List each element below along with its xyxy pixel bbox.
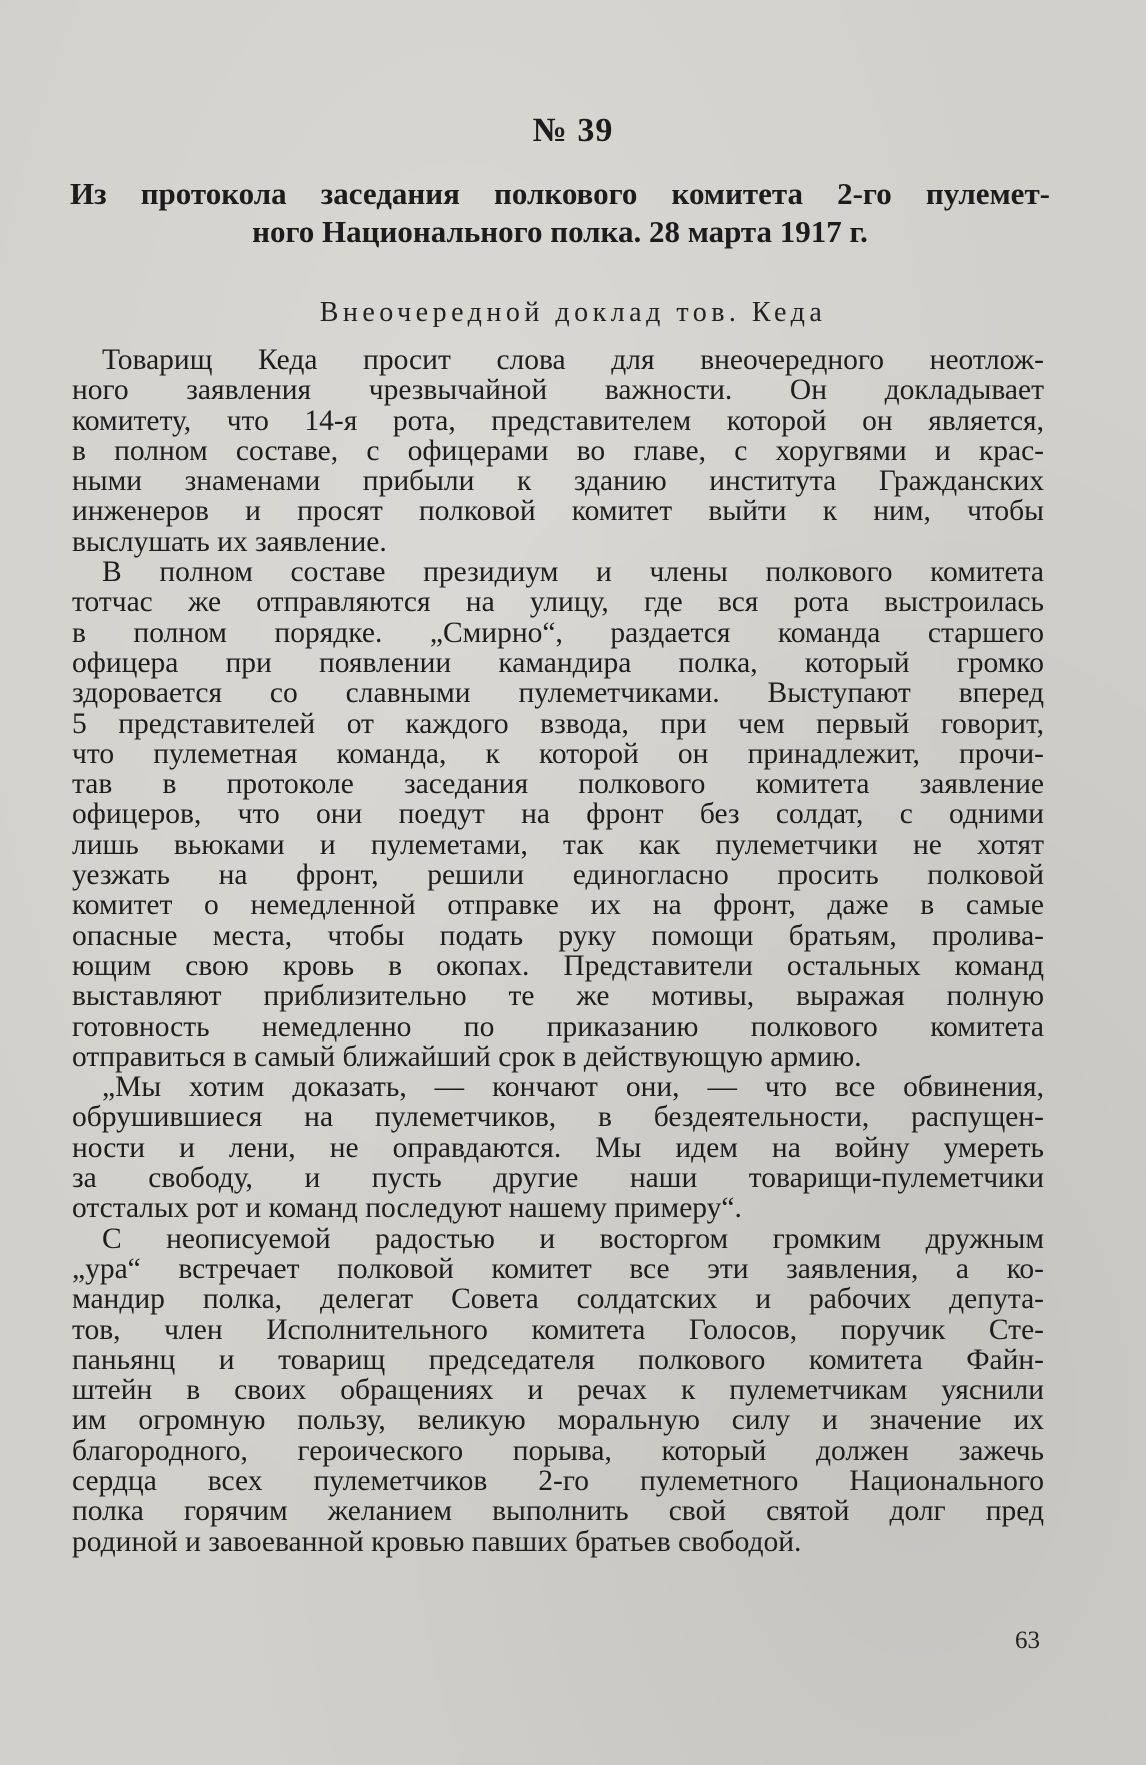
paragraph [72, 1072, 1044, 1223]
text-line: выслушать их заявление. [72, 525, 387, 558]
text-line: ного заявления чрезвычайной важности. Он докладывает [72, 374, 1044, 407]
text-line: офицера при появлении камандира полка, который громко [72, 646, 1044, 679]
text-line: что пулеметная команда, к которой он принадлежит, прочи- [72, 737, 1044, 770]
text-line: готовность немедленно по приказанию полкового комитета [72, 1010, 1044, 1043]
text-line: ющим свою кровь в окопах. Представители остальных команд [72, 949, 1044, 982]
text-line: офицеров, что они поедут на фронт без солдат, с одними [72, 798, 1044, 831]
text-line: Товарищ Кеда просит слова для внеочередного неотлож- [102, 344, 1044, 376]
text-line: за свободу, и пусть другие наши товарищи-пулеметчики [72, 1162, 1044, 1195]
text-line: лишь вьюками и пулеметами, так как пулеметчики не хотят [72, 828, 1044, 861]
text-line: паньянц и товарищ председателя полкового комитета Файн- [72, 1343, 1044, 1376]
text-line: тав в протоколе заседания полкового комитета заявление [72, 768, 1044, 801]
text-line: тотчас же отправляются на улицу, где вся рота выстроилась [72, 586, 1044, 619]
page-number: 63 [1015, 1627, 1040, 1654]
text-line: опасные места, чтобы подать руку помощи братьям, пролива- [72, 919, 1044, 952]
title-line: Из протокола заседания полкового комитета 2-го пулемет- [70, 176, 1050, 211]
text-line: „ура“ встречает полковой комитет все эти заявления, а ко- [72, 1252, 1044, 1285]
text-line: им огромную пользу, великую моральную силу и значение их [72, 1404, 1044, 1437]
text-line: „Мы хотим доказать, — кончают они, — что все обвинения, [102, 1071, 1044, 1104]
text-line: мандир полка, делегат Совета солдатских и рабочих депута- [72, 1283, 1044, 1316]
text-line: уезжать на фронт, решили единогласно просить полковой [72, 859, 1044, 892]
text-line: комитету, что 14-я рота, представителем которой он является, [72, 404, 1044, 437]
paragraph [72, 1224, 1044, 1557]
text-line: штейн в своих обращениях и речах к пулеметчикам уяснили [72, 1374, 1044, 1407]
text-line: В полном составе президиум и члены полкового комитета [102, 556, 1044, 589]
text-line: комитет о немедленной отправке их на фронт, даже в самые [72, 889, 1044, 922]
document-title [70, 175, 1050, 251]
text-line: отправиться в самый ближайший срок в действующую армию. [72, 1040, 862, 1073]
section-subtitle: Внеочередной доклад тов. Кеда [319, 297, 827, 328]
text-line: в полном составе, с офицерами во главе, с хоругвями и крас- [72, 434, 1044, 467]
text-line: выставляют приблизительно те же мотивы, выражая полную [72, 980, 1044, 1013]
text-line: 5 представителей от каждого взвода, при чем первый говорит, [72, 707, 1044, 740]
text-line: отсталых рот и команд последуют нашему примеру“. [72, 1192, 742, 1225]
paragraph [72, 557, 1044, 1072]
document-number: № 39 [532, 112, 614, 149]
paragraph [72, 345, 1044, 557]
body-text [72, 345, 1044, 1557]
text-line: тов, член Исполнительного комитета Голосов, поручик Сте- [72, 1313, 1044, 1346]
text-line: в полном порядке. „Смирно“, раздается команда старшего [72, 616, 1044, 649]
text-line: благородного, героического порыва, который должен зажечь [72, 1434, 1044, 1467]
text-line: здоровается со славными пулеметчиками. Выступают вперед [72, 677, 1044, 710]
text-line: родиной и завоеванной кровью павших братьев свободой. [72, 1525, 802, 1558]
text-line: полка горячим желанием выполнить свой святой долг пред [72, 1495, 1044, 1528]
text-line: ными знаменами прибыли к зданию института Гражданских [72, 465, 1044, 498]
title-line: ного Национального полка. 28 марта 1917 г. [252, 214, 868, 249]
text-line: сердца всех пулеметчиков 2-го пулеметного Национального [72, 1464, 1044, 1497]
text-line: С неописуемой радостью и восторгом громким дружным [102, 1222, 1044, 1255]
text-line: инженеров и просят полковой комитет выйти к ним, чтобы [72, 495, 1044, 528]
text-line: обрушившиеся на пулеметчиков, в бездеятельности, распущен- [72, 1101, 1044, 1134]
text-line: ности и лени, не оправдаются. Мы идем на войну умереть [72, 1131, 1044, 1164]
